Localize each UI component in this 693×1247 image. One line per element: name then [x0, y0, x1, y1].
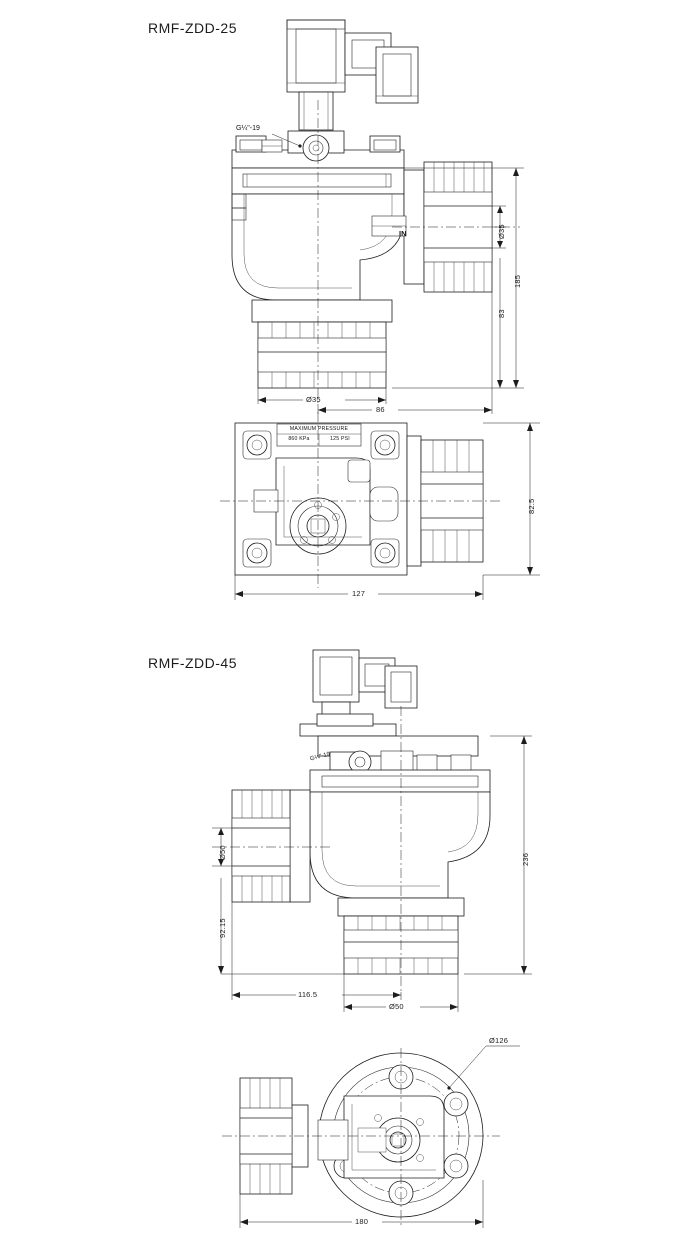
figure-title-rmf-zdd-25: RMF-ZDD-25	[148, 20, 237, 36]
dim-outlet-dia-50: Ø50	[389, 1002, 404, 1011]
thread-callout-25: G¼"-19	[236, 125, 260, 132]
nameplate-pressure-kpa: 860 KPa	[288, 436, 310, 442]
thread-callout-45: G¼"-19	[309, 751, 331, 763]
valve-45-front-view	[212, 650, 490, 992]
nameplate-line-1: MAXIMUM PRESSURE	[289, 426, 349, 432]
dim-116-5: 116.5	[298, 990, 318, 999]
valve-45-plan-view	[222, 1048, 500, 1228]
dim-180: 180	[355, 1217, 369, 1226]
dim-83: 83	[497, 309, 506, 318]
dim-inlet-dia-50: Ø50	[218, 845, 227, 860]
dim-flange-dia-126: Ø126	[489, 1036, 509, 1045]
dim-bottom-dia-35: Ø35	[306, 395, 321, 404]
dim-92-15: 92.15	[218, 918, 227, 938]
inlet-label-25: IN	[399, 229, 407, 238]
dim-86: 86	[376, 405, 385, 414]
dim-127: 127	[352, 589, 366, 598]
figure-title-rmf-zdd-45: RMF-ZDD-45	[148, 655, 237, 671]
dim-236: 236	[521, 852, 530, 866]
dim-outlet-dia-35: Ø35	[497, 224, 506, 239]
valve-25-plan-view	[220, 412, 500, 588]
dim-82-5: 82.5	[527, 498, 536, 514]
valve-25-front-view	[232, 20, 520, 404]
nameplate-pressure-psi: 125 PSI	[330, 436, 350, 442]
dim-185: 185	[513, 274, 522, 288]
